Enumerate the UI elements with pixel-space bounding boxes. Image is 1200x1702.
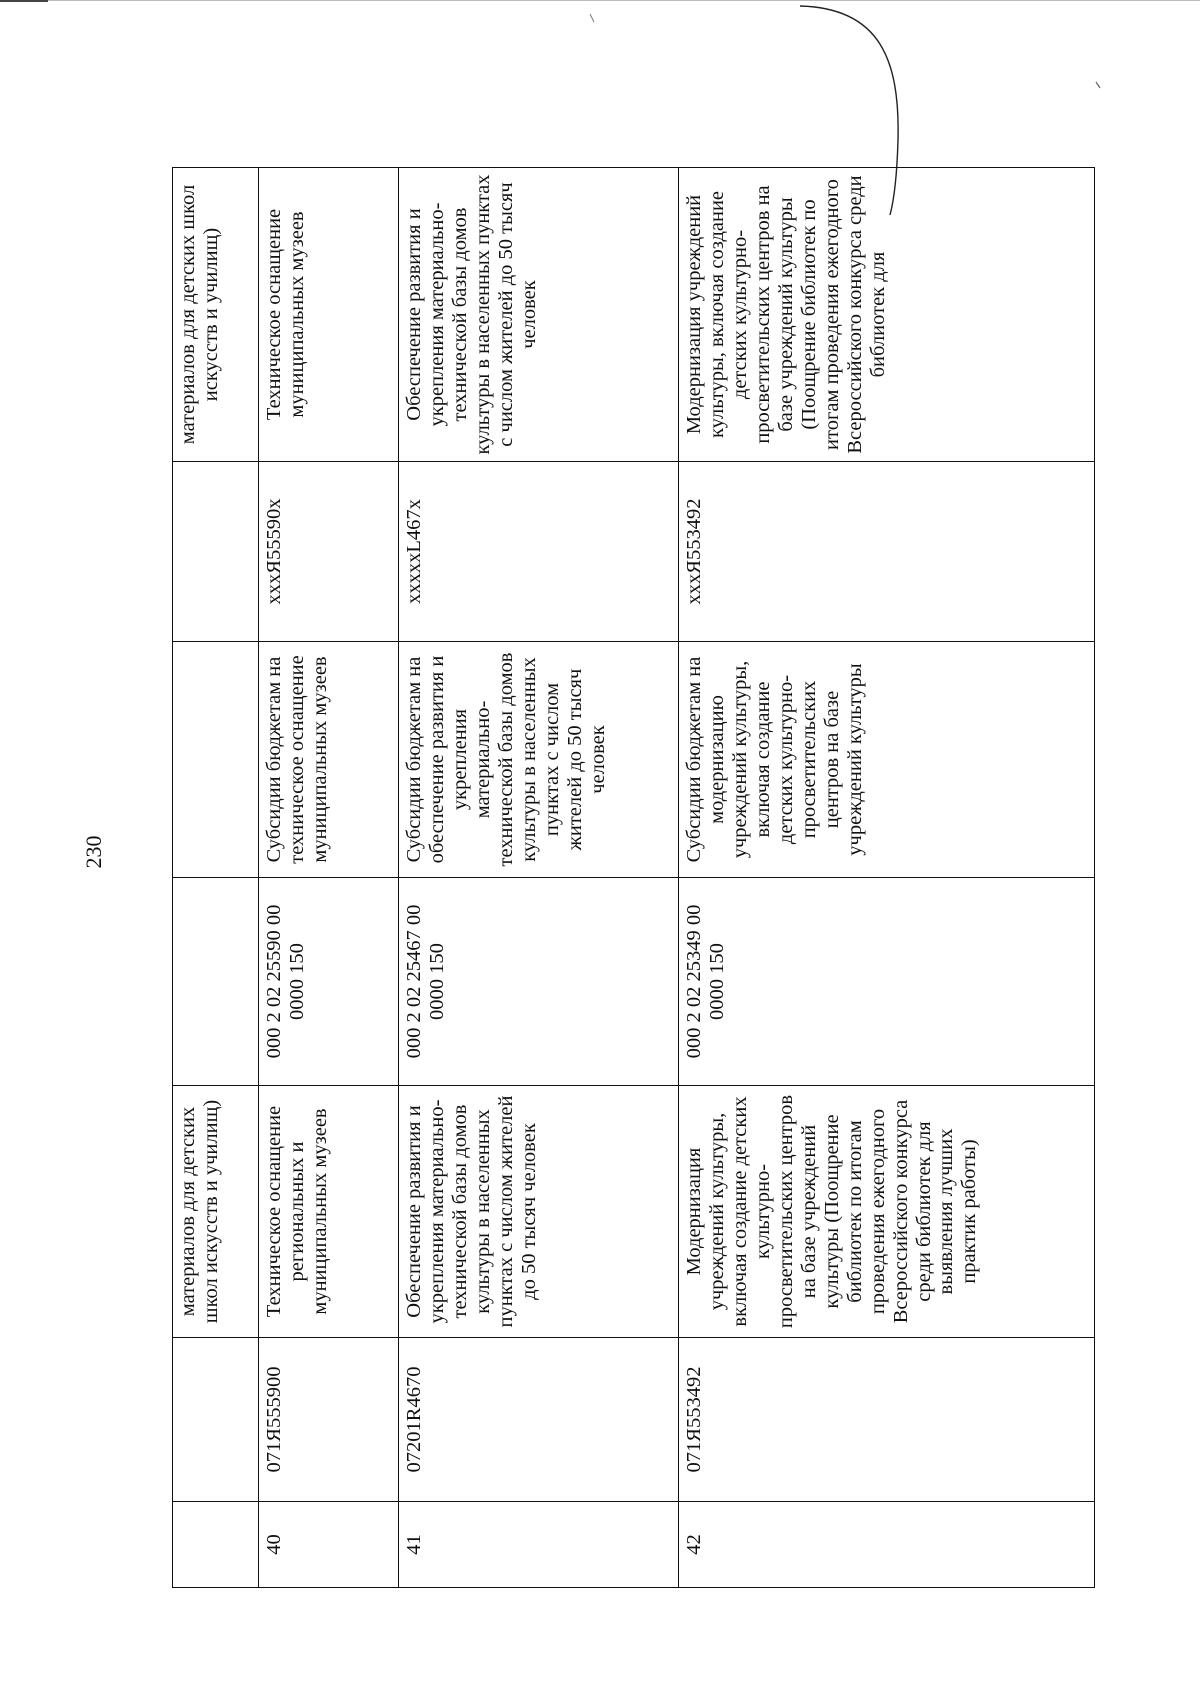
cell-subsidy-name: Субсидии бюджетам на обеспечение развития и укрепления материально-технической базы домов культуры в населенных пунктах с числом жителей до 50 тысяч человек [399,642,679,878]
cell-kbk: 000 2 02 25467 00 0000 150 [399,878,679,1086]
table-row-41 [399,168,679,1588]
cell-event-name: Модернизация учреждений культуры, включая создание детских культурно-просветительских центров на базе учреждений культуры (Поощрение библиотек по итогам проведения ежегодного Всероссийского конкурса среди библиотек для [679,168,1095,462]
cell-program-name: Модернизация учреждений культуры, включая создание детских культурно-просветительских центров на базе учреждений культуры (Поощрение библиотек по итогам проведения ежегодного Всероссийского конкурса среди библиотек для выявления лучших практик работы) [679,1086,1095,1338]
cell-event-name: Обеспечение развития и укрепления материально-технической базы домов культуры в населенных пунктах с числом жителей до 50 тысяч человек [399,168,679,462]
table-row-continuation [173,168,259,1588]
cell-purpose-empty [173,462,259,642]
cell-event-name: материалов для детских школ искусств и училищ) [173,168,259,462]
cell-row-number: 42 [679,1502,1095,1588]
table-row-40 [259,168,399,1588]
cell-target-code: 071Я555900 [259,1338,399,1502]
cell-row-number: 40 [259,1502,399,1588]
cell-event-name: Техническое оснащение муниципальных музеев [259,168,399,462]
cell-kbk: 000 2 02 25349 00 0000 150 [679,878,1095,1086]
table-row-42 [679,168,1095,1588]
cell-target-code: 071Я553492 [679,1338,1095,1502]
cell-num-empty [173,1502,259,1588]
cell-row-number: 41 [399,1502,679,1588]
cell-purpose-code: xxxЯ55590x [259,462,399,642]
document-table-frame [172,168,1094,1588]
cell-kbk: 000 2 02 25590 00 0000 150 [259,878,399,1086]
cell-purpose-code: xxxЯ553492 [679,462,1095,642]
page-number: 230 [81,835,106,869]
cell-program-name: Техническое оснащение региональных и муниципальных музеев [259,1086,399,1338]
cell-subsidy-empty [173,642,259,878]
scan-edge-line [0,0,1200,1]
document-table [172,167,1095,1588]
cell-code-empty [173,1338,259,1502]
cell-kbk-empty [173,878,259,1086]
cell-subsidy-name: Субсидии бюджетам на модернизацию учреждений культуры, включая создание детских культурно-просветительских центров на базе учреждений культуры [679,642,1095,878]
scan-corner-mark [0,0,48,2]
cell-subsidy-name: Субсидии бюджетам на техническое оснащение муниципальных музеев [259,642,399,878]
cell-purpose-code: xxxxxL467x [399,462,679,642]
cell-program-name: материалов для детских школ искусств и училищ) [173,1086,259,1338]
cell-target-code: 07201R4670 [399,1338,679,1502]
cell-program-name: Обеспечение развития и укрепления материально-технической базы домов культуры в населенных пунктах с числом жителей до 50 тысяч человек [399,1086,679,1338]
